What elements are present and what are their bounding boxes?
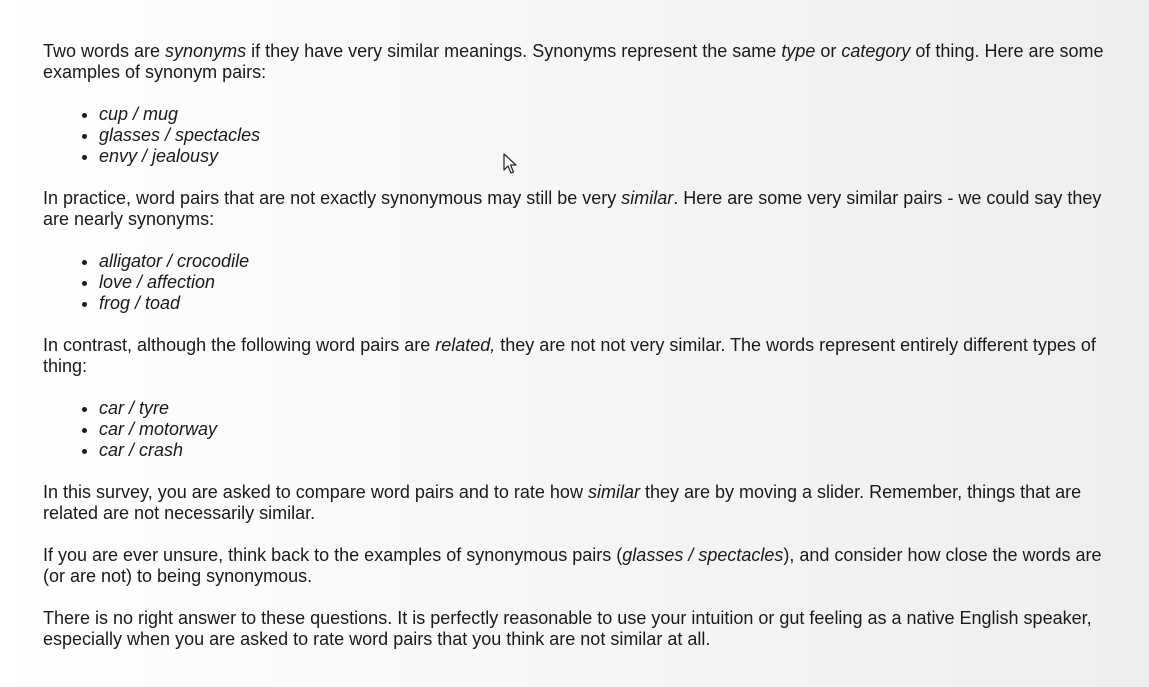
- paragraph-unsure-advice: [43, 545, 1105, 587]
- paragraph-synonyms-definition: [43, 41, 1105, 83]
- emphasis-similar: similar: [621, 188, 674, 208]
- emphasis-category: category: [841, 41, 911, 61]
- text: In contrast, although the following word pairs are: [43, 335, 436, 355]
- mouse-pointer-icon: [503, 153, 517, 175]
- text: If you are ever unsure, think back to the examples of synonymous pairs (: [43, 545, 623, 565]
- list-item: • cup / mug: [99, 104, 1105, 125]
- list-item: • alligator / crocodile: [99, 251, 1105, 272]
- list-item: • car / tyre: [99, 398, 1105, 419]
- emphasis-type: type: [781, 41, 816, 61]
- text: they are not not very similar. The words represent entirely different types of thing:: [43, 335, 1096, 376]
- paragraph-no-right-answer: [43, 608, 1105, 650]
- text: There is no right answer to these questions. It is perfectly reasonable to use your intuition or gut feeling as a native English speaker, especially when you are asked to rate word pairs that you think are not similar at all.: [43, 608, 1092, 649]
- text: In practice, word pairs that are not exactly synonymous may still be very: [43, 188, 622, 208]
- list-item: • car / motorway: [99, 419, 1105, 440]
- text: . Here are some very similar pairs - we could say they are nearly synonyms:: [43, 188, 1102, 229]
- related-examples-list: [43, 398, 1105, 461]
- emphasis-synonyms: synonyms: [165, 41, 247, 61]
- list-item: • love / affection: [99, 272, 1105, 293]
- list-item: • envy / jealousy: [99, 146, 1105, 167]
- emphasis-related: related,: [435, 335, 496, 355]
- instructions-content: [43, 41, 1105, 671]
- emphasis-similar: similar: [587, 482, 640, 502]
- text: or: [815, 41, 842, 61]
- synonym-examples-list: [43, 104, 1105, 167]
- paragraph-similar-pairs: [43, 188, 1105, 230]
- list-item: • glasses / spectacles: [99, 125, 1105, 146]
- text: In this survey, you are asked to compare word pairs and to rate how: [43, 482, 588, 502]
- list-item: • frog / toad: [99, 293, 1105, 314]
- text: they are by moving a slider. Remember, things that are related are not necessarily similar.: [43, 482, 1082, 523]
- similar-examples-list: [43, 251, 1105, 314]
- list-item: • car / crash: [99, 440, 1105, 461]
- paragraph-related-pairs: [43, 335, 1105, 377]
- text: if they have very similar meanings. Synonyms represent the same: [246, 41, 782, 61]
- text: of thing. Here are some examples of synonym pairs:: [43, 41, 1104, 82]
- emphasis-example-pair: glasses / spectacles: [622, 545, 784, 565]
- text: Two words are: [43, 41, 166, 61]
- text: ), and consider how close the words are (or are not) to being synonymous.: [43, 545, 1102, 586]
- paragraph-survey-task: [43, 482, 1105, 524]
